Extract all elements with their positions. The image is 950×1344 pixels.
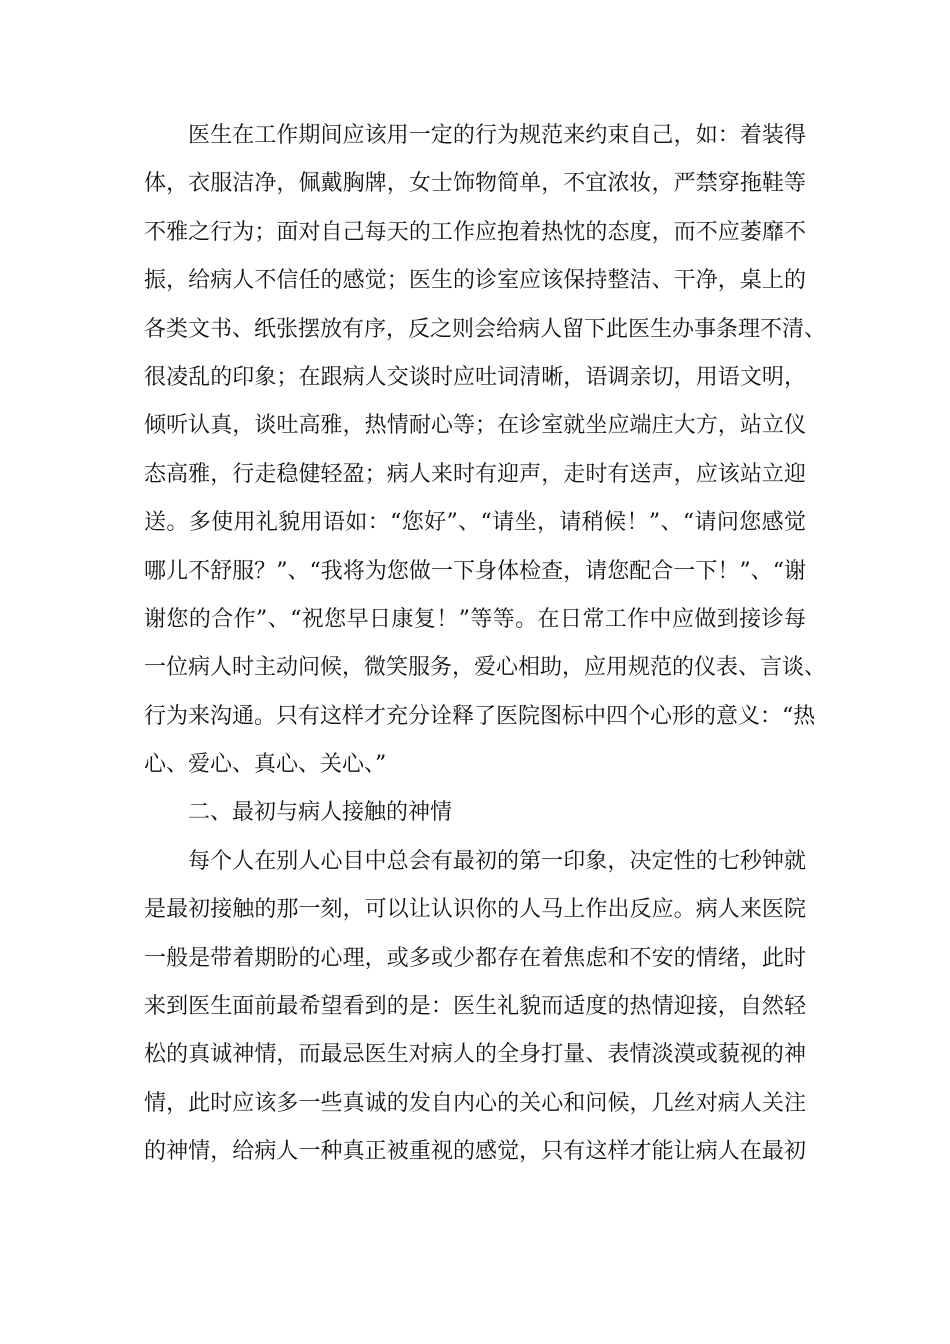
paragraph-line: 一般是带着期盼的心理，或多或少都存在着焦虑和不安的情绪，此时 [144,945,806,971]
paragraph-line: 行为来沟通。只有这样才充分诠释了医院图标中四个心形的意义：“热 [144,703,816,729]
paragraph-line: 哪儿不舒服？”、“我将为您做一下身体检查，请您配合一下！”、“谢 [144,558,806,584]
paragraph-line: 倾听认真，谈吐高雅，热情耐心等；在诊室就坐应端庄大方，站立仪 [144,413,806,439]
paragraph-line: 振，给病人不信任的感觉；医生的诊室应该保持整洁、干净，桌上的 [144,268,806,294]
paragraph-line: 的神情，给病人一种真正被重视的感觉，只有这样才能让病人在最初 [144,1139,806,1165]
paragraph-line: 态高雅，行走稳健轻盈；病人来时有迎声，走时有送声，应该站立迎 [144,461,806,487]
paragraph-line: 不雅之行为；面对自己每天的工作应抱着热忱的态度，而不应萎靡不 [144,219,806,245]
body-text [144,112,827,1177]
paragraph-line: 来到医生面前最希望看到的是：医生礼貌而适度的热情迎接，自然轻 [144,994,806,1020]
paragraph-first-contact [144,838,806,1177]
paragraph-line: 体，衣服洁净，佩戴胸牌，女士饰物简单，不宜浓妆，严禁穿拖鞋等 [144,171,806,197]
paragraph-line: 很凌乱的印象；在跟病人交谈时应吐词清晰，语调亲切，用语文明， [144,364,806,390]
section-heading: 二、最初与病人接触的神情 [188,800,453,826]
paragraph-line: 每个人在别人心目中总会有最初的第一印象，决定性的七秒钟就 [188,848,806,874]
paragraph-line: 各类文书、纸张摆放有序，反之则会给病人留下此医生办事条理不清、 [144,316,827,342]
paragraph-line: 情，此时应该多一些真诚的发自内心的关心和问候，几丝对病人关注 [144,1090,806,1116]
paragraph-line: 松的真诚神情，而最忌医生对病人的全身打量、表情淡漠或藐视的神 [144,1042,806,1068]
paragraph-line: 医生在工作期间应该用一定的行为规范来约束自己，如：着装得 [188,123,806,148]
paragraph-professional-conduct [144,112,827,789]
paragraph-line: 心、爱心、真心、关心、” [144,752,387,778]
paragraph-line: 一位病人时主动问候，微笑服务，爱心相助，应用规范的仪表、言谈、 [144,655,827,681]
paragraph-line: 送。多使用礼貌用语如：“您好”、“请坐，请稍候！”、“请问您感觉 [144,510,806,536]
paragraph-line: 谢您的合作”、“祝您早日康复！”等等。在日常工作中应做到接诊每 [144,606,806,632]
paragraph-line: 是最初接触的那一刻，可以让认识你的人马上作出反应。病人来医院 [144,897,806,923]
